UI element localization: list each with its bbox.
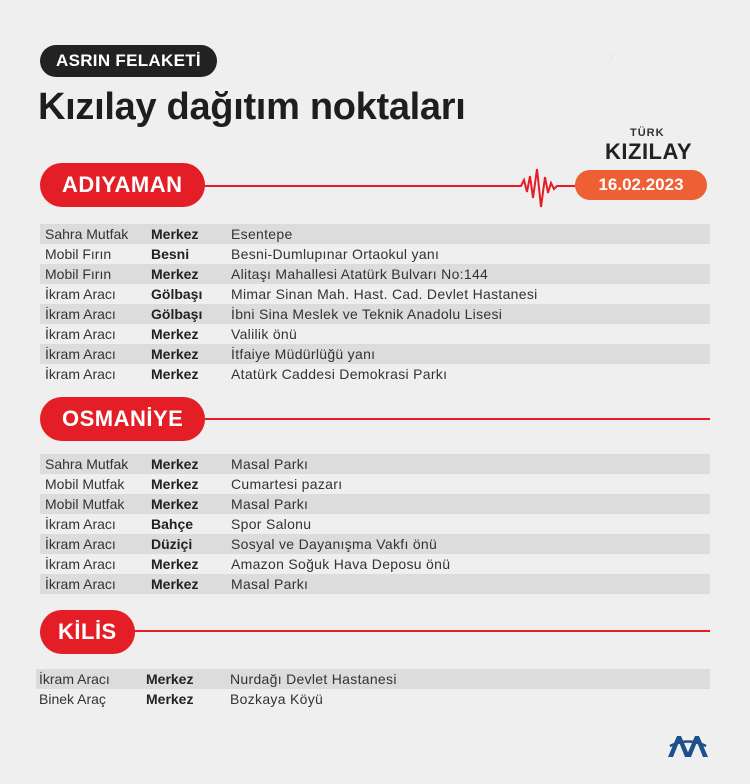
district-cell: Gölbaşı — [151, 306, 203, 322]
district-cell: Merkez — [151, 346, 199, 362]
district-cell: Merkez — [151, 226, 199, 242]
table-row — [40, 304, 710, 324]
district-cell: Merkez — [151, 366, 199, 382]
location-cell: Esentepe — [231, 226, 293, 242]
type-cell: Sahra Mutfak — [45, 456, 129, 472]
type-cell: İkram Aracı — [45, 366, 116, 382]
aa-agency-logo-icon — [666, 733, 710, 759]
kilis-table — [36, 669, 710, 709]
page-title: Kızılay dağıtım noktaları — [38, 86, 466, 128]
table-row — [40, 574, 710, 594]
logo-text-kizilay: KIZILAY — [605, 139, 693, 164]
table-row — [40, 264, 710, 284]
table-row — [40, 494, 710, 514]
location-cell: Amazon Soğuk Hava Deposu önü — [231, 556, 451, 572]
location-cell: Spor Salonu — [231, 516, 312, 532]
date-badge: 16.02.2023 — [575, 170, 707, 200]
section-divider — [200, 418, 710, 420]
section-title-kilis: KİLİS — [40, 610, 135, 654]
table-row — [40, 534, 710, 554]
type-cell: Mobil Fırın — [45, 266, 112, 282]
type-cell: Mobil Mutfak — [45, 476, 125, 492]
district-cell: Merkez — [151, 476, 199, 492]
district-cell: Düziçi — [151, 536, 193, 552]
district-cell: Merkez — [146, 691, 194, 707]
table-row — [40, 224, 710, 244]
location-cell: Masal Parkı — [231, 496, 309, 512]
section-title-osmaniye: OSMANİYE — [40, 397, 205, 441]
table-row — [40, 244, 710, 264]
type-cell: İkram Aracı — [45, 576, 116, 592]
heartbeat-icon — [513, 163, 577, 211]
location-cell: İbni Sina Meslek ve Teknik Anadolu Lisesi — [231, 306, 503, 322]
location-cell: Atatürk Caddesi Demokrasi Parkı — [231, 366, 448, 382]
district-cell: Merkez — [151, 266, 199, 282]
header-badge: ASRIN FELAKETİ — [40, 45, 217, 77]
location-cell: Cumartesi pazarı — [231, 476, 343, 492]
location-cell: Sosyal ve Dayanışma Vakfı önü — [231, 536, 438, 552]
location-cell: Masal Parkı — [231, 456, 309, 472]
type-cell: İkram Aracı — [45, 326, 116, 342]
table-row — [36, 689, 710, 709]
table-row — [40, 554, 710, 574]
location-cell: Nurdağı Devlet Hastanesi — [230, 671, 397, 687]
section-divider — [125, 630, 710, 632]
type-cell: Sahra Mutfak — [45, 226, 129, 242]
district-cell: Merkez — [151, 456, 199, 472]
type-cell: İkram Aracı — [45, 346, 116, 362]
osmaniye-table — [40, 454, 710, 594]
district-cell: Merkez — [146, 671, 194, 687]
section-divider — [200, 185, 515, 187]
district-cell: Merkez — [151, 576, 199, 592]
district-cell: Merkez — [151, 556, 199, 572]
location-cell: Mimar Sinan Mah. Hast. Cad. Devlet Hastanesi — [231, 286, 538, 302]
table-row — [40, 284, 710, 304]
type-cell: İkram Aracı — [45, 306, 116, 322]
type-cell: İkram Aracı — [39, 671, 110, 687]
location-cell: Besni-Dumlupınar Ortaokul yanı — [231, 246, 440, 262]
table-row — [40, 474, 710, 494]
type-cell: İkram Aracı — [45, 536, 116, 552]
type-cell: İkram Aracı — [45, 516, 116, 532]
type-cell: İkram Aracı — [45, 286, 116, 302]
location-cell: İtfaiye Müdürlüğü yanı — [231, 346, 376, 362]
type-cell: Mobil Mutfak — [45, 496, 125, 512]
location-cell: Bozkaya Köyü — [230, 691, 324, 707]
table-row — [40, 344, 710, 364]
type-cell: Mobil Fırın — [45, 246, 112, 262]
location-cell: Valilik önü — [231, 326, 298, 342]
district-cell: Bahçe — [151, 516, 194, 532]
table-row — [40, 364, 710, 384]
type-cell: İkram Aracı — [45, 556, 116, 572]
location-cell: Alitaşı Mahallesi Atatürk Bulvarı No:144 — [231, 266, 489, 282]
location-cell: Masal Parkı — [231, 576, 309, 592]
district-cell: Besni — [151, 246, 190, 262]
table-row — [40, 324, 710, 344]
district-cell: Merkez — [151, 326, 199, 342]
table-row — [40, 514, 710, 534]
type-cell: Binek Araç — [39, 691, 106, 707]
district-cell: Gölbaşı — [151, 286, 203, 302]
table-row — [36, 669, 710, 689]
district-cell: Merkez — [151, 496, 199, 512]
logo-text-turk: TÜRK — [630, 127, 665, 139]
table-row — [40, 454, 710, 474]
section-title-adiyaman: ADIYAMAN — [40, 163, 205, 207]
adiyaman-table — [40, 224, 710, 384]
